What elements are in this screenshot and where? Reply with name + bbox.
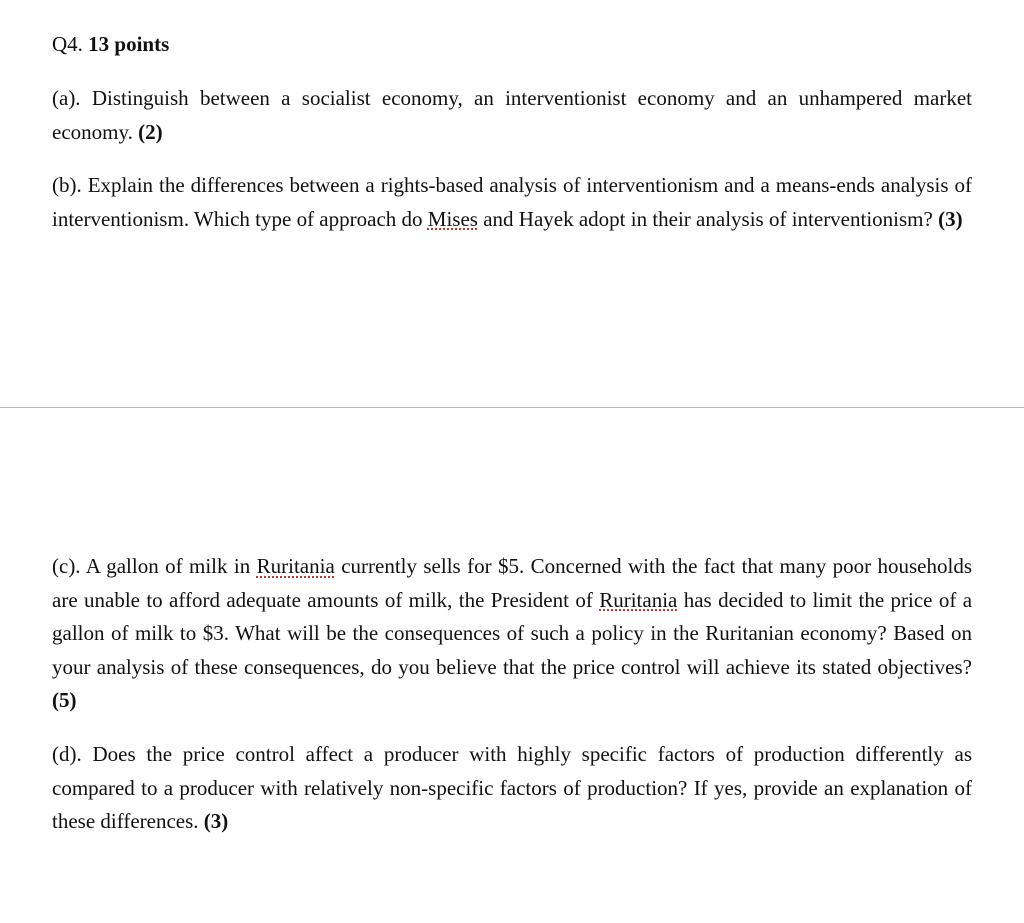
part-d-points: (3) bbox=[203, 809, 229, 833]
part-d-paragraph bbox=[52, 738, 972, 839]
part-a-points: (2) bbox=[138, 119, 163, 144]
part-c-paragraph bbox=[52, 550, 972, 718]
section-divider bbox=[0, 407, 1024, 408]
part-a-text: (a). Distinguish between a socialist economy, an interventionist economy and an unhampered market economy. bbox=[52, 86, 972, 144]
part-c-text-3: has decided to limit the price of a gallon of milk to $3. What will be the consequences of such a policy in the Ruritanian economy? Based on your analysis of these consequences, do you believe that the price control will achieve its stated objectives? bbox=[52, 587, 973, 679]
question-heading bbox=[52, 30, 169, 58]
spellcheck-word-mises[interactable]: Mises bbox=[427, 206, 478, 231]
part-b-text-2: and Hayek adopt in their analysis of interventionism? bbox=[483, 206, 933, 231]
spellcheck-word-ruritania-2[interactable]: Ruritania bbox=[599, 587, 678, 612]
part-b-paragraph bbox=[52, 169, 972, 236]
part-a-paragraph bbox=[52, 82, 972, 149]
part-b-text-1: (b). Explain the differences between a rights-based analysis of interventionism and a means-ends analysis of interventionism. Which type of approach do bbox=[52, 173, 972, 231]
spellcheck-word-ruritania[interactable]: Ruritania bbox=[256, 554, 335, 578]
question-label: Q4. bbox=[52, 32, 83, 56]
part-c-text-2: currently sells for $5. Concerned with the fact that many poor households are unable to afford adequate amounts of milk, the President of bbox=[52, 554, 972, 612]
part-c-text-1: (c). A gallon of milk in bbox=[52, 554, 251, 578]
question-points: 13 points bbox=[88, 32, 170, 56]
part-b-points: (3) bbox=[938, 206, 963, 231]
part-c-points: (5) bbox=[52, 688, 77, 712]
part-d-text: (d). Does the price control affect a producer with highly specific factors of production differently as compared to a producer with relatively non-specific factors of production? If yes, provide an explanation of these differences. bbox=[52, 742, 972, 833]
